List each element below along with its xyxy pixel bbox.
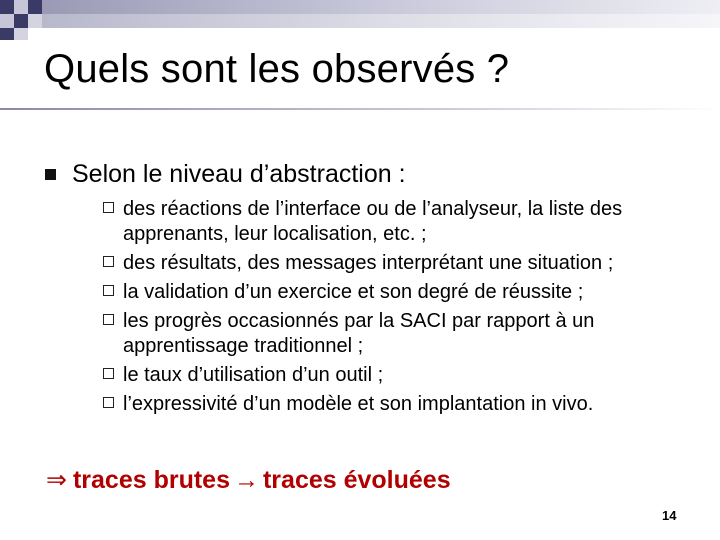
- implies-icon: ⇒: [46, 466, 67, 494]
- title-underline: [0, 108, 720, 110]
- filled-square-bullet-icon: [45, 169, 56, 180]
- list-item-text: le taux d’utilisation d’un outil ;: [123, 364, 384, 386]
- list-item: [101, 392, 701, 417]
- list-item-text: les progrès occasionnés par la SACI par rapport à un apprentissage traditionnel ;: [123, 310, 595, 357]
- deco-square: [0, 0, 14, 14]
- list-item: [101, 309, 701, 359]
- deco-band: [42, 0, 720, 14]
- deco-square: [28, 14, 42, 28]
- deco-band: [42, 14, 720, 28]
- evolved-traces-label: traces évoluées: [262, 466, 451, 494]
- header-decoration: [0, 0, 720, 40]
- list-item-text: des résultats, des messages interprétant une situation ;: [123, 252, 614, 274]
- hollow-square-bullet-icon: [103, 285, 114, 296]
- conclusion-line: [46, 463, 451, 497]
- hollow-square-bullet-icon: [103, 368, 114, 379]
- list-item-text: l’expressivité d’un modèle et son implantation in vivo.: [123, 393, 594, 415]
- right-arrow-icon: →: [233, 466, 259, 494]
- list-item-text: la validation d’un exercice et son degré de réussite ;: [123, 281, 584, 303]
- hollow-square-bullet-icon: [103, 256, 114, 267]
- list-item: [101, 197, 701, 247]
- hollow-square-bullet-icon: [103, 202, 114, 213]
- page-number: 14: [662, 508, 677, 523]
- hollow-square-bullet-icon: [103, 397, 114, 408]
- list-item-text: des réactions de l’interface ou de l’analyseur, la liste des apprenants, leur localisation, etc. ;: [123, 198, 623, 245]
- list-item: [101, 280, 701, 305]
- deco-square: [14, 28, 28, 40]
- deco-square: [28, 0, 42, 14]
- raw-traces-label: traces brutes: [72, 466, 230, 494]
- deco-square: [0, 28, 14, 40]
- list-item: [101, 363, 701, 388]
- sub-list: [101, 197, 701, 421]
- deco-square: [0, 14, 14, 28]
- deco-square: [14, 0, 28, 14]
- slide-title: Quels sont les observés ?: [44, 47, 510, 91]
- level1-text: Selon le niveau d’abstraction :: [72, 160, 406, 188]
- deco-square: [14, 14, 28, 28]
- hollow-square-bullet-icon: [103, 314, 114, 325]
- level1-item: [72, 157, 672, 191]
- list-item: [101, 251, 701, 276]
